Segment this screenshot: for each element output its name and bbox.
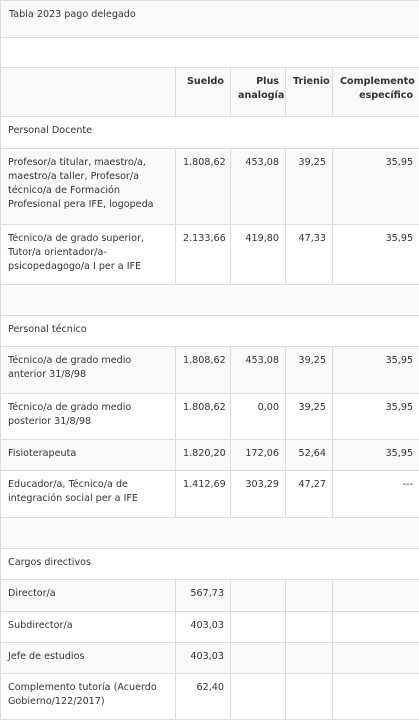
cell-sueldo: 403,03: [176, 643, 231, 674]
row-label: Complemento tutoría (Acuerdo Gobierno/122/2017): [1, 674, 176, 720]
table-caption: Tabla 2023 pago delegado: [1, 1, 419, 38]
cell-trienio: 47,33: [286, 225, 333, 285]
row-label: Director/a: [1, 580, 176, 612]
cell-complemento: ---: [333, 471, 419, 518]
row-label: Profesor/a titular, maestro/a, maestro/a taller, Profesor/a técnico/a de Formación Profesional pera IFE, logopeda: [1, 149, 176, 225]
table-row: [1, 471, 419, 518]
section-row: [1, 549, 419, 580]
cell-plus: 303,29: [231, 471, 286, 518]
cell-trienio: [286, 612, 333, 643]
spacer-row: [1, 38, 419, 68]
row-label: Subdirector/a: [1, 612, 176, 643]
cell-trienio: 52,64: [286, 440, 333, 471]
cell-complemento: [333, 674, 419, 720]
table-row: [1, 347, 419, 394]
cell-complemento: 35,95: [333, 347, 419, 394]
cell-plus: 0,00: [231, 394, 286, 440]
cell-trienio: 47,27: [286, 471, 333, 518]
section-title-docente: Personal Docente: [1, 117, 419, 149]
row-label: Jefe de estudios: [1, 643, 176, 674]
cell-sueldo: 1.808,62: [176, 394, 231, 440]
table-row: [1, 394, 419, 440]
header-role: [1, 68, 176, 117]
cell-plus: 453,08: [231, 149, 286, 225]
cell-complemento: [333, 580, 419, 612]
cell-complemento: 35,95: [333, 440, 419, 471]
header-trienio: Trienio: [286, 68, 333, 117]
section-title-cargos: Cargos directivos: [1, 549, 419, 580]
cell-complemento: 35,95: [333, 149, 419, 225]
table-row: [1, 612, 419, 643]
cell-plus: 419,80: [231, 225, 286, 285]
cell-sueldo: 1.808,62: [176, 149, 231, 225]
row-label: Educador/a, Técnico/a de integración social per a IFE: [1, 471, 176, 518]
table-row: [1, 580, 419, 612]
cell-plus: [231, 580, 286, 612]
header-complemento: Complemento específico: [333, 68, 419, 117]
cell-trienio: [286, 674, 333, 720]
row-label: Técnico/a de grado medio posterior 31/8/98: [1, 394, 176, 440]
cell-plus: 172,06: [231, 440, 286, 471]
row-label: Técnico/a de grado medio anterior 31/8/98: [1, 347, 176, 394]
table-row: [1, 225, 419, 285]
spacer-row: [1, 285, 419, 316]
section-row: [1, 316, 419, 347]
table-row: [1, 440, 419, 471]
section-title-tecnico: Personal técnico: [1, 316, 419, 347]
section-row: [1, 117, 419, 149]
cell-plus: [231, 612, 286, 643]
table-row: [1, 643, 419, 674]
cell-trienio: 39,25: [286, 149, 333, 225]
cell-trienio: [286, 580, 333, 612]
cell-sueldo: 403,03: [176, 612, 231, 643]
cell-complemento: [333, 643, 419, 674]
cell-trienio: 39,25: [286, 394, 333, 440]
header-plus-analogia: Plus analogía: [231, 68, 286, 117]
cell-complemento: 35,95: [333, 394, 419, 440]
cell-plus: [231, 674, 286, 720]
cell-trienio: [286, 643, 333, 674]
table-row: [1, 674, 419, 720]
cell-sueldo: 2.133,66: [176, 225, 231, 285]
cell-sueldo: 567,73: [176, 580, 231, 612]
cell-sueldo: 1.820,20: [176, 440, 231, 471]
header-row: [1, 68, 419, 117]
row-label: Técnico/a de grado superior, Tutor/a orientador/a-psicopedagogo/a I per a IFE: [1, 225, 176, 285]
cell-complemento: [333, 612, 419, 643]
spacer-row: [1, 518, 419, 549]
cell-sueldo: 62,40: [176, 674, 231, 720]
cell-complemento: 35,95: [333, 225, 419, 285]
cell-plus: [231, 643, 286, 674]
cell-sueldo: 1.808,62: [176, 347, 231, 394]
header-sueldo: Sueldo: [176, 68, 231, 117]
cell-trienio: 39,25: [286, 347, 333, 394]
row-label: Fisioterapeuta: [1, 440, 176, 471]
table-row: [1, 149, 419, 225]
cell-sueldo: 1.412,69: [176, 471, 231, 518]
cell-plus: 453,08: [231, 347, 286, 394]
caption-row: [1, 1, 419, 38]
